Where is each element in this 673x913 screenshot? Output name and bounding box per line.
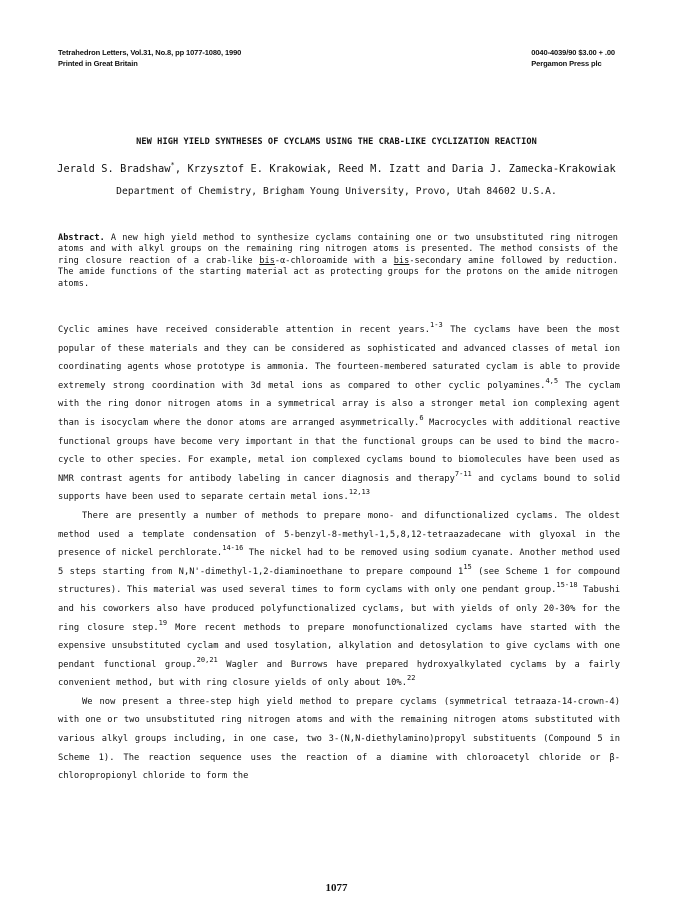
abstract-bis: bis xyxy=(259,255,275,266)
reference-mark: 7-11 xyxy=(454,469,472,478)
text-run: We now present a three-step high yield method to prepare cyclams (symmetrical tetraaza-14-crown-4) with one or two unsubstituted ring nitrogen atoms and with the remaining nitrogen atoms substituted with various alkyl groups including, in one case, two 3-(N,N-diethylamino)propyl substituents (Compound 5 in Scheme 1). The reaction sequence uses the reaction of a diamine with chloroacetyl chloride or β-chloropropionyl chloride to form the xyxy=(58,696,620,782)
article-title: NEW HIGH YIELD SYNTHESES OF CYCLAMS USING THE CRAB-LIKE CYCLIZATION REACTION xyxy=(136,137,537,147)
abstract-label: Abstract. xyxy=(58,233,105,243)
reference-mark: 6 xyxy=(419,413,424,422)
publisher-header xyxy=(531,47,615,69)
reference-mark: 1-3 xyxy=(430,321,443,329)
text-run: Tabushi and his coworkers also have produced polyfunctionalized cyclams, but with yields of only 20-30% for the ring closure step. xyxy=(58,585,620,633)
text-run: The cyclams have been the most popular of these materials and they can be considered as sophisticated and advanced classes of metal ion coordinating agents whose prototype is ammonia. The fourteen-membered saturated cyclam is able to provide extremely strong coordination with 3d metal ions as compared to other cyclic polyamines. xyxy=(58,325,620,391)
reference-mark: 4,5 xyxy=(545,376,559,385)
publisher-name: Pergamon Press plc xyxy=(531,59,602,68)
journal-header xyxy=(58,47,241,69)
text-run: Cyclic amines have received considerable attention in recent years. xyxy=(58,325,431,335)
abstract-bis: bis xyxy=(393,255,410,266)
abstract-text: -secondary amine followed by reduction. The amide functions of the starting material act as protecting groups for the protons on the amide nitrogen atoms. xyxy=(58,255,618,289)
reference-mark: 14-16 xyxy=(222,544,244,553)
reference-mark: 12,13 xyxy=(348,488,371,497)
text-run: The nickel had to be removed using sodium cyanate. Another method used 5 steps starting from N,N'-dimethyl-1,2-diaminoethane to prepare compound 1 xyxy=(58,548,620,577)
corresponding-mark: * xyxy=(170,161,175,169)
text-run: (see Scheme 1 for compound structures). This material was used several times to form cyclams with only one pendant group. xyxy=(58,566,620,596)
author-1: Jerald S. Bradshaw xyxy=(57,163,171,175)
abstract-text: -α-chloroamide with a xyxy=(274,255,394,266)
author-rest: , Krzysztof E. Krakowiak, Reed M. Izatt and Daria J. Zamecka-Krakowiak xyxy=(174,163,616,175)
author-list xyxy=(0,163,673,175)
paragraph xyxy=(58,693,620,786)
reference-mark: 20,21 xyxy=(196,655,218,664)
reference-mark: 15 xyxy=(463,562,472,571)
reference-mark: 19 xyxy=(158,618,168,627)
journal-citation: Tetrahedron Letters, Vol.31, No.8, pp 1077-1080, 1990 xyxy=(58,48,242,57)
abstract xyxy=(58,233,618,290)
paragraph xyxy=(58,507,620,693)
paragraph xyxy=(58,321,620,507)
reference-mark: 15-18 xyxy=(556,581,578,590)
page-number: 1077 xyxy=(325,882,348,894)
reference-mark: 22 xyxy=(407,674,416,683)
price-code: 0040-4039/90 $3.00 + .00 xyxy=(531,48,615,57)
text-run: There are presently a number of methods to prepare mono- and difunctionalized cyclams. The oldest method used a template condensation of 5-benzyl-8-methyl-1,5,8,12-tetraazadecane with glyoxal in the presence of nickel perchlorate. xyxy=(58,510,620,559)
article-body xyxy=(58,321,620,786)
text-run: and cyclams bound to solid supports have been used to separate certain metal ions. xyxy=(58,473,620,503)
text-run: Macrocycles with additional reactive functional groups have become very important in that the functional groups can be used to bind the macro-cycle to other species. For example, metal ion complexed cyclams bound to biomolecules have been used as NMR contrast agents for antibody labeling in cancer diagnosis and therapy xyxy=(58,417,620,484)
text-run: The cyclam with the ring donor nitrogen atoms in a symmetrical array is also a stronger metal ion complexing agent than is isocyclam where the donor atoms are arranged asymmetrically. xyxy=(58,380,620,428)
printed-in: Printed in Great Britain xyxy=(58,59,138,68)
text-run: More recent methods to prepare monofunctionalized cyclams have started with the expensive unsubstituted cyclam and used tosylation, alkylation and detosylation to give cyclams with one pendant functional group. xyxy=(58,622,620,670)
abstract-text: A new high yield method to synthesize cyclams containing one or two unsubstituted ring nitrogen atoms and with alkyl groups on the remaining ring nitrogen atoms is presented. The method consists of the ring closure reaction of a crab-like xyxy=(58,233,618,266)
text-run: Wagler and Burrows have prepared hydroxyalkylated cyclams by a fairly convenient method, but with ring closure yields of only about 10%. xyxy=(58,659,621,689)
affiliation: Department of Chemistry, Brigham Young University, Provo, Utah 84602 U.S.A. xyxy=(116,186,557,197)
